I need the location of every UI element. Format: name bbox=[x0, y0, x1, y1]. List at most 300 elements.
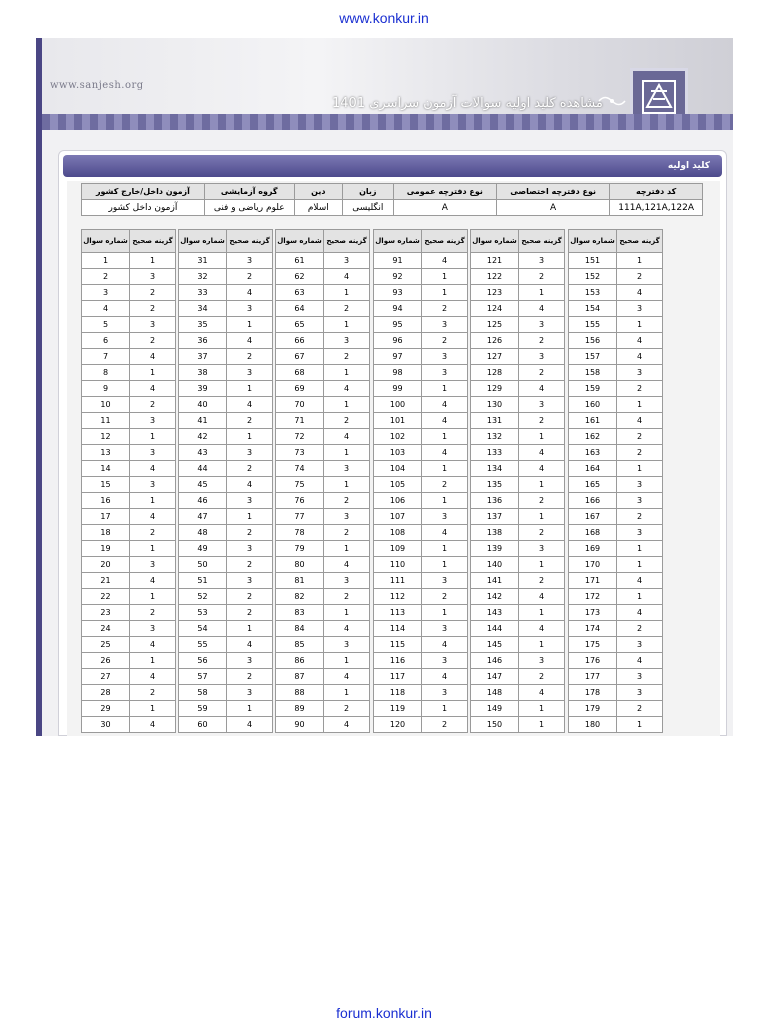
correct-option-header: گزینه صحیح bbox=[422, 230, 468, 253]
question-number: 163 bbox=[569, 445, 617, 461]
table-row bbox=[569, 269, 663, 285]
correct-option: 2 bbox=[324, 525, 370, 541]
question-number: 158 bbox=[569, 365, 617, 381]
question-number: 136 bbox=[471, 493, 519, 509]
question-number: 98 bbox=[374, 365, 422, 381]
top-site-link[interactable]: www.konkur.in bbox=[339, 10, 429, 26]
question-number: 42 bbox=[179, 429, 227, 445]
table-row bbox=[82, 365, 176, 381]
table-row bbox=[374, 685, 468, 701]
correct-option: 4 bbox=[617, 605, 663, 621]
question-number: 154 bbox=[569, 301, 617, 317]
table-row bbox=[82, 285, 176, 301]
question-number: 115 bbox=[374, 637, 422, 653]
correct-option: 3 bbox=[227, 653, 273, 669]
question-number: 24 bbox=[82, 621, 130, 637]
table-row bbox=[276, 269, 370, 285]
correct-option: 2 bbox=[227, 669, 273, 685]
question-number: 117 bbox=[374, 669, 422, 685]
correct-option: 1 bbox=[227, 317, 273, 333]
table-row bbox=[374, 621, 468, 637]
table-row bbox=[471, 413, 565, 429]
correct-option: 2 bbox=[519, 669, 565, 685]
table-row bbox=[276, 317, 370, 333]
question-number: 176 bbox=[569, 653, 617, 669]
question-number: 150 bbox=[471, 717, 519, 733]
correct-option: 3 bbox=[130, 445, 176, 461]
panel-title: کلید اولیه bbox=[63, 155, 722, 177]
correct-option: 1 bbox=[130, 365, 176, 381]
correct-option: 3 bbox=[227, 685, 273, 701]
question-number: 127 bbox=[471, 349, 519, 365]
question-number: 80 bbox=[276, 557, 324, 573]
table-row bbox=[276, 349, 370, 365]
correct-option: 4 bbox=[227, 717, 273, 733]
question-number: 124 bbox=[471, 301, 519, 317]
table-row bbox=[82, 445, 176, 461]
question-number: 142 bbox=[471, 589, 519, 605]
correct-option: 3 bbox=[324, 573, 370, 589]
info-header: زبان bbox=[343, 184, 394, 200]
correct-option: 1 bbox=[519, 285, 565, 301]
question-number: 17 bbox=[82, 509, 130, 525]
info-value: اسلام bbox=[294, 200, 342, 216]
table-row bbox=[374, 349, 468, 365]
question-number: 123 bbox=[471, 285, 519, 301]
question-number: 79 bbox=[276, 541, 324, 557]
question-number: 8 bbox=[82, 365, 130, 381]
table-row bbox=[82, 381, 176, 397]
table-row bbox=[569, 301, 663, 317]
question-number: 19 bbox=[82, 541, 130, 557]
question-number: 132 bbox=[471, 429, 519, 445]
question-number: 13 bbox=[82, 445, 130, 461]
question-number: 67 bbox=[276, 349, 324, 365]
question-number: 86 bbox=[276, 653, 324, 669]
table-row bbox=[276, 285, 370, 301]
question-number: 177 bbox=[569, 669, 617, 685]
table-row bbox=[471, 605, 565, 621]
question-number: 69 bbox=[276, 381, 324, 397]
table-row bbox=[374, 509, 468, 525]
question-number: 28 bbox=[82, 685, 130, 701]
correct-option: 1 bbox=[422, 269, 468, 285]
correct-option: 2 bbox=[519, 333, 565, 349]
question-number: 12 bbox=[82, 429, 130, 445]
correct-option: 3 bbox=[422, 653, 468, 669]
correct-option: 1 bbox=[617, 317, 663, 333]
question-number: 81 bbox=[276, 573, 324, 589]
table-row bbox=[82, 477, 176, 493]
table-row bbox=[276, 365, 370, 381]
table-row bbox=[471, 669, 565, 685]
question-number: 122 bbox=[471, 269, 519, 285]
answer-key-block bbox=[81, 229, 176, 733]
question-number: 167 bbox=[569, 509, 617, 525]
question-number: 145 bbox=[471, 637, 519, 653]
correct-option: 1 bbox=[422, 461, 468, 477]
table-row bbox=[82, 429, 176, 445]
correct-option: 3 bbox=[324, 509, 370, 525]
correct-option: 2 bbox=[324, 349, 370, 365]
question-number: 107 bbox=[374, 509, 422, 525]
table-row bbox=[374, 413, 468, 429]
question-number: 39 bbox=[179, 381, 227, 397]
table-row bbox=[471, 429, 565, 445]
table-row bbox=[276, 701, 370, 717]
info-value: انگلیسی bbox=[343, 200, 394, 216]
table-row bbox=[471, 493, 565, 509]
correct-option: 3 bbox=[617, 365, 663, 381]
correct-option: 3 bbox=[617, 637, 663, 653]
table-row bbox=[471, 381, 565, 397]
table-row bbox=[82, 333, 176, 349]
question-number: 108 bbox=[374, 525, 422, 541]
question-number: 104 bbox=[374, 461, 422, 477]
table-row bbox=[374, 717, 468, 733]
table-row bbox=[374, 637, 468, 653]
correct-option: 1 bbox=[130, 541, 176, 557]
question-number: 147 bbox=[471, 669, 519, 685]
question-number: 60 bbox=[179, 717, 227, 733]
question-number: 30 bbox=[82, 717, 130, 733]
correct-option: 4 bbox=[617, 653, 663, 669]
table-row bbox=[276, 637, 370, 653]
correct-option: 2 bbox=[519, 573, 565, 589]
question-number: 173 bbox=[569, 605, 617, 621]
table-row bbox=[82, 653, 176, 669]
info-value: علوم ریاضی و فنی bbox=[204, 200, 294, 216]
table-row bbox=[471, 557, 565, 573]
question-number: 128 bbox=[471, 365, 519, 381]
question-number: 29 bbox=[82, 701, 130, 717]
question-number: 70 bbox=[276, 397, 324, 413]
table-row bbox=[179, 285, 273, 301]
question-number: 71 bbox=[276, 413, 324, 429]
question-number: 47 bbox=[179, 509, 227, 525]
question-number: 90 bbox=[276, 717, 324, 733]
question-number: 179 bbox=[569, 701, 617, 717]
table-row bbox=[179, 525, 273, 541]
question-number: 27 bbox=[82, 669, 130, 685]
table-row bbox=[179, 493, 273, 509]
correct-option: 1 bbox=[519, 477, 565, 493]
question-number: 57 bbox=[179, 669, 227, 685]
question-number: 45 bbox=[179, 477, 227, 493]
correct-option: 2 bbox=[617, 381, 663, 397]
question-number: 168 bbox=[569, 525, 617, 541]
correct-option: 2 bbox=[130, 285, 176, 301]
correct-option: 4 bbox=[324, 269, 370, 285]
question-number: 119 bbox=[374, 701, 422, 717]
correct-option: 3 bbox=[422, 573, 468, 589]
question-number: 56 bbox=[179, 653, 227, 669]
correct-option: 3 bbox=[227, 365, 273, 381]
table-row bbox=[179, 685, 273, 701]
question-number: 62 bbox=[276, 269, 324, 285]
table-row bbox=[276, 397, 370, 413]
table-row bbox=[179, 669, 273, 685]
correct-option-header: گزینه صحیح bbox=[130, 230, 176, 253]
correct-option: 1 bbox=[617, 253, 663, 269]
table-row bbox=[374, 477, 468, 493]
info-header: دین bbox=[294, 184, 342, 200]
correct-option: 3 bbox=[130, 477, 176, 493]
question-number: 166 bbox=[569, 493, 617, 509]
correct-option: 4 bbox=[519, 381, 565, 397]
question-number: 61 bbox=[276, 253, 324, 269]
page-frame bbox=[36, 38, 733, 736]
correct-option: 3 bbox=[519, 541, 565, 557]
table-row bbox=[82, 413, 176, 429]
table-row bbox=[374, 605, 468, 621]
question-number: 109 bbox=[374, 541, 422, 557]
info-header: کد دفترچه bbox=[610, 184, 703, 200]
question-number: 153 bbox=[569, 285, 617, 301]
question-number: 165 bbox=[569, 477, 617, 493]
question-number: 16 bbox=[82, 493, 130, 509]
table-row bbox=[82, 557, 176, 573]
table-row bbox=[179, 317, 273, 333]
table-row bbox=[276, 445, 370, 461]
table-row bbox=[82, 605, 176, 621]
answer-key-block bbox=[178, 229, 273, 733]
table-row bbox=[276, 669, 370, 685]
question-number: 41 bbox=[179, 413, 227, 429]
question-number: 134 bbox=[471, 461, 519, 477]
question-number: 118 bbox=[374, 685, 422, 701]
table-row bbox=[569, 253, 663, 269]
correct-option: 4 bbox=[130, 717, 176, 733]
correct-option: 3 bbox=[324, 461, 370, 477]
table-row bbox=[374, 381, 468, 397]
table-row bbox=[179, 333, 273, 349]
table-row bbox=[569, 685, 663, 701]
table-row bbox=[179, 653, 273, 669]
table-row bbox=[179, 509, 273, 525]
correct-option: 2 bbox=[519, 413, 565, 429]
question-number: 157 bbox=[569, 349, 617, 365]
correct-option: 1 bbox=[227, 429, 273, 445]
correct-option: 1 bbox=[422, 557, 468, 573]
table-row bbox=[374, 669, 468, 685]
table-row bbox=[569, 285, 663, 301]
question-number: 73 bbox=[276, 445, 324, 461]
table-row bbox=[471, 301, 565, 317]
table-row bbox=[374, 397, 468, 413]
correct-option: 4 bbox=[130, 573, 176, 589]
correct-option: 4 bbox=[519, 621, 565, 637]
question-number: 141 bbox=[471, 573, 519, 589]
question-number: 83 bbox=[276, 605, 324, 621]
question-number: 82 bbox=[276, 589, 324, 605]
question-number: 129 bbox=[471, 381, 519, 397]
question-number: 85 bbox=[276, 637, 324, 653]
table-row bbox=[374, 653, 468, 669]
question-number: 15 bbox=[82, 477, 130, 493]
correct-option: 2 bbox=[617, 445, 663, 461]
table-row bbox=[276, 413, 370, 429]
question-number: 52 bbox=[179, 589, 227, 605]
table-row bbox=[82, 253, 176, 269]
table-row bbox=[374, 445, 468, 461]
correct-option: 3 bbox=[130, 317, 176, 333]
question-number: 3 bbox=[82, 285, 130, 301]
correct-option: 4 bbox=[227, 333, 273, 349]
correct-option: 1 bbox=[324, 397, 370, 413]
table-row bbox=[82, 637, 176, 653]
info-value: A bbox=[393, 200, 496, 216]
answer-key-block bbox=[373, 229, 468, 733]
question-number-header: شماره سوال bbox=[179, 230, 227, 253]
table-row bbox=[276, 717, 370, 733]
table-row bbox=[374, 557, 468, 573]
question-number: 180 bbox=[569, 717, 617, 733]
question-number: 48 bbox=[179, 525, 227, 541]
question-number: 172 bbox=[569, 589, 617, 605]
correct-option: 4 bbox=[519, 461, 565, 477]
table-row bbox=[471, 365, 565, 381]
table-row bbox=[276, 429, 370, 445]
question-number: 175 bbox=[569, 637, 617, 653]
question-number: 64 bbox=[276, 301, 324, 317]
result-panel bbox=[58, 150, 727, 736]
table-row bbox=[569, 317, 663, 333]
table-row bbox=[82, 301, 176, 317]
correct-option: 1 bbox=[227, 701, 273, 717]
table-row bbox=[179, 269, 273, 285]
correct-option: 4 bbox=[227, 397, 273, 413]
table-row bbox=[374, 493, 468, 509]
correct-option: 1 bbox=[422, 701, 468, 717]
correct-option: 1 bbox=[324, 317, 370, 333]
correct-option: 4 bbox=[324, 429, 370, 445]
question-number: 77 bbox=[276, 509, 324, 525]
question-number: 151 bbox=[569, 253, 617, 269]
correct-option: 2 bbox=[324, 701, 370, 717]
table-row bbox=[471, 477, 565, 493]
question-number: 105 bbox=[374, 477, 422, 493]
table-row bbox=[82, 669, 176, 685]
info-header: نوع دفترچه عمومی bbox=[393, 184, 496, 200]
question-number: 125 bbox=[471, 317, 519, 333]
correct-option: 4 bbox=[324, 381, 370, 397]
question-number: 101 bbox=[374, 413, 422, 429]
question-number: 66 bbox=[276, 333, 324, 349]
question-number: 50 bbox=[179, 557, 227, 573]
question-number: 100 bbox=[374, 397, 422, 413]
correct-option: 2 bbox=[519, 525, 565, 541]
question-number: 121 bbox=[471, 253, 519, 269]
question-number: 1 bbox=[82, 253, 130, 269]
correct-option: 4 bbox=[617, 285, 663, 301]
correct-option: 3 bbox=[617, 525, 663, 541]
question-number: 161 bbox=[569, 413, 617, 429]
question-number: 111 bbox=[374, 573, 422, 589]
table-row bbox=[569, 637, 663, 653]
question-number: 137 bbox=[471, 509, 519, 525]
question-number: 26 bbox=[82, 653, 130, 669]
question-number: 96 bbox=[374, 333, 422, 349]
table-row bbox=[276, 253, 370, 269]
table-row bbox=[179, 349, 273, 365]
correct-option: 3 bbox=[227, 541, 273, 557]
table-row bbox=[374, 317, 468, 333]
correct-option: 3 bbox=[519, 397, 565, 413]
correct-option: 2 bbox=[422, 333, 468, 349]
correct-option: 4 bbox=[519, 301, 565, 317]
correct-option: 3 bbox=[422, 621, 468, 637]
table-row bbox=[471, 317, 565, 333]
table-row bbox=[276, 573, 370, 589]
info-value: 111A,121A,122A bbox=[610, 200, 703, 216]
correct-option: 2 bbox=[130, 525, 176, 541]
table-row bbox=[374, 253, 468, 269]
correct-option: 2 bbox=[227, 413, 273, 429]
table-row bbox=[276, 381, 370, 397]
table-row bbox=[471, 445, 565, 461]
table-row bbox=[276, 509, 370, 525]
question-number: 25 bbox=[82, 637, 130, 653]
banner-title: مشاهده کلید اولیه سوالات آزمون سراسری 1401 bbox=[332, 96, 603, 111]
table-row bbox=[179, 381, 273, 397]
correct-option: 1 bbox=[324, 365, 370, 381]
correct-option: 2 bbox=[130, 397, 176, 413]
question-number: 44 bbox=[179, 461, 227, 477]
correct-option: 4 bbox=[422, 525, 468, 541]
answer-key-block bbox=[568, 229, 663, 733]
correct-option: 4 bbox=[422, 397, 468, 413]
question-number: 72 bbox=[276, 429, 324, 445]
info-header: آزمون داخل/خارج کشور bbox=[82, 184, 205, 200]
question-number: 20 bbox=[82, 557, 130, 573]
question-number: 65 bbox=[276, 317, 324, 333]
correct-option: 1 bbox=[617, 557, 663, 573]
table-row bbox=[471, 589, 565, 605]
table-row bbox=[179, 413, 273, 429]
correct-option: 3 bbox=[422, 365, 468, 381]
info-value: A bbox=[496, 200, 609, 216]
panel-content bbox=[67, 181, 720, 736]
table-row bbox=[179, 397, 273, 413]
question-number: 102 bbox=[374, 429, 422, 445]
table-row bbox=[374, 269, 468, 285]
question-number: 133 bbox=[471, 445, 519, 461]
table-row bbox=[471, 701, 565, 717]
correct-option: 3 bbox=[324, 253, 370, 269]
table-row bbox=[276, 525, 370, 541]
correct-option: 1 bbox=[519, 717, 565, 733]
correct-option-header: گزینه صحیح bbox=[519, 230, 565, 253]
table-row bbox=[569, 365, 663, 381]
bottom-forum-link[interactable]: forum.konkur.in bbox=[336, 1005, 432, 1021]
question-number: 59 bbox=[179, 701, 227, 717]
table-row bbox=[471, 573, 565, 589]
table-row bbox=[471, 717, 565, 733]
correct-option: 3 bbox=[324, 637, 370, 653]
table-row bbox=[374, 525, 468, 541]
correct-option: 2 bbox=[519, 269, 565, 285]
table-row bbox=[471, 285, 565, 301]
correct-option: 1 bbox=[227, 381, 273, 397]
table-row bbox=[276, 621, 370, 637]
correct-option: 3 bbox=[617, 493, 663, 509]
table-row bbox=[82, 685, 176, 701]
correct-option: 2 bbox=[422, 717, 468, 733]
question-number: 171 bbox=[569, 573, 617, 589]
table-row bbox=[179, 429, 273, 445]
correct-option: 3 bbox=[130, 557, 176, 573]
